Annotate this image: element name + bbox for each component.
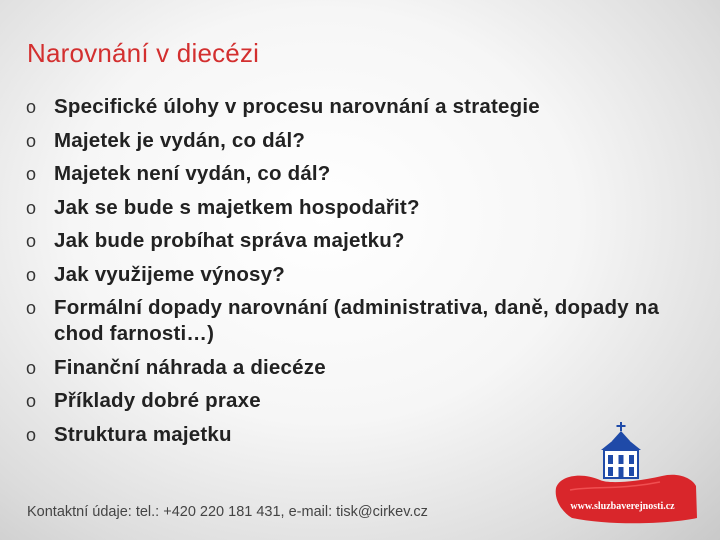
list-item bbox=[26, 161, 666, 187]
bullet-text: Majetek není vydán, co dál? bbox=[54, 162, 331, 185]
bullet-text: Jak se bude s majetkem hospodařit? bbox=[54, 195, 420, 219]
bullet-marker: o bbox=[26, 357, 37, 378]
list-item bbox=[26, 128, 666, 154]
bullet-marker: o bbox=[26, 424, 37, 445]
sluzba-verejnosti-logo[interactable] bbox=[550, 420, 700, 530]
logo-url: www.sluzbaverejnosti.cz bbox=[570, 501, 675, 512]
list-item bbox=[26, 195, 666, 221]
church-hand-icon bbox=[550, 420, 700, 530]
bullet-marker: o bbox=[26, 264, 37, 285]
bullet-text: Jak bude probíhat správa majetku? bbox=[54, 229, 405, 252]
list-item bbox=[26, 228, 666, 254]
bullet-marker: o bbox=[26, 197, 37, 218]
bullet-text: Finanční náhrada a diecéze bbox=[54, 355, 326, 379]
list-item bbox=[26, 388, 666, 414]
bullet-text: Specifické úlohy v procesu narovnání a strategie bbox=[54, 95, 540, 118]
bullet-marker: o bbox=[26, 164, 37, 184]
bullet-marker: o bbox=[26, 298, 37, 318]
bullet-marker: o bbox=[26, 391, 37, 411]
bullet-text: Struktura majetku bbox=[54, 422, 232, 446]
bullet-text: Majetek je vydán, co dál? bbox=[54, 128, 306, 152]
list-item bbox=[26, 295, 666, 347]
bullet-text: Příklady dobré praxe bbox=[54, 389, 261, 412]
bullet-list bbox=[26, 94, 666, 455]
bullet-text: Formální dopady narovnání (administrativa, daně, dopady na chod farnosti…) bbox=[54, 296, 660, 345]
bullet-marker: o bbox=[26, 130, 37, 151]
list-item bbox=[26, 355, 666, 381]
contact-footer: Kontaktní údaje: tel.: +420 220 181 431, e-mail: tisk@cirkev.cz bbox=[27, 504, 428, 520]
bullet-marker: o bbox=[26, 231, 37, 251]
bullet-text: Jak využijeme výnosy? bbox=[54, 262, 285, 286]
list-item bbox=[26, 262, 666, 288]
bullet-marker: o bbox=[26, 97, 37, 117]
list-item bbox=[26, 94, 666, 120]
slide-title: Narovnání v diecézi bbox=[27, 38, 260, 68]
